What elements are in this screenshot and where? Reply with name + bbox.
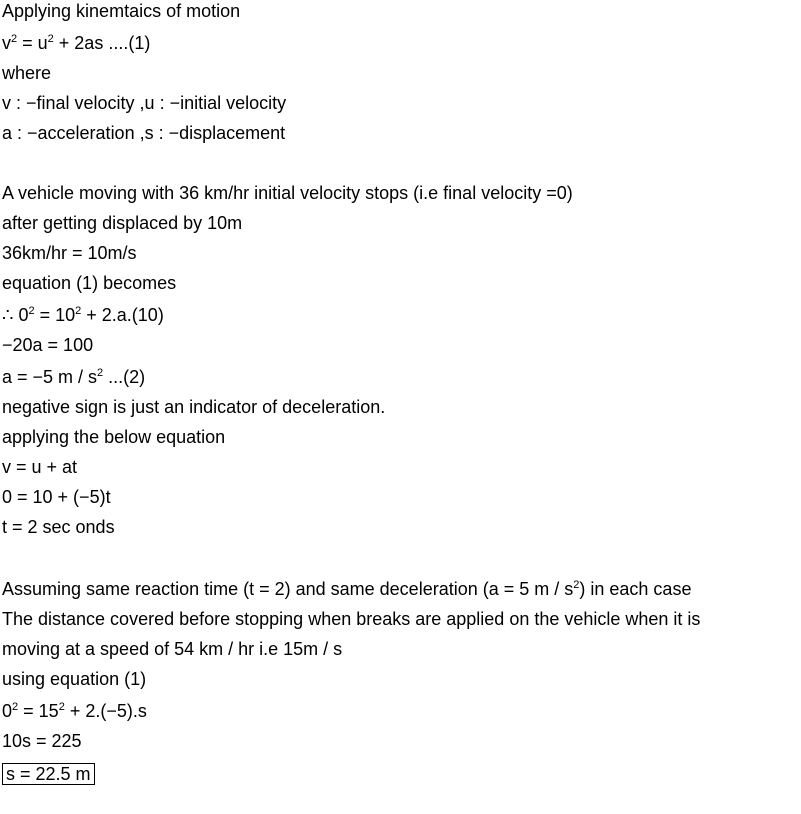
- text-line: applying the below equation: [2, 427, 226, 447]
- text-line: A vehicle moving with 36 km/hr initial velocity stops (i.e final velocity =0): [2, 183, 573, 203]
- heading-line: Applying kinemtaics of motion: [2, 1, 241, 21]
- final-answer: [2, 763, 95, 785]
- text-line: where: [2, 63, 52, 83]
- equation-1: $v^2 = u^2 + 2as$ ....(1): [2, 33, 151, 53]
- text-line: after getting displaced by 10m: [2, 213, 243, 233]
- equation-line: t = 2 sec onds: [2, 517, 115, 537]
- equation-line: −20a = 100: [2, 335, 94, 355]
- text-line: negative sign is just an indicator of deceleration.: [2, 397, 386, 417]
- text-line: moving at a speed of 54 km / hr i.e 15m / s: [2, 639, 343, 659]
- answer-box: s = 22.5 m: [2, 763, 95, 785]
- equation-line: ∴ $0^2 = 10^2 + 2.a.(10)$: [2, 305, 164, 325]
- assumption-line: Assuming same reaction time (t = 2) and same deceleration (a = 5 m / $s^2$) in each case: [2, 579, 692, 599]
- definition-line: v : −final velocity ,u : −initial velocity: [2, 93, 287, 113]
- definition-line: a : −acceleration ,s : −displacement: [2, 123, 286, 143]
- text-line: equation (1) becomes: [2, 273, 177, 293]
- equation-line: $0^2 = 15^2 + 2.(-5).s$: [2, 701, 147, 721]
- text-line: The distance covered before stopping when breaks are applied on the vehicle when it is: [2, 609, 701, 629]
- equation-line: 10s = 225: [2, 731, 82, 751]
- equation-2: a = −5 m / $s^2$ ...(2): [2, 367, 146, 387]
- text-line: using equation (1): [2, 669, 147, 689]
- text-line: 36km/hr = 10m/s: [2, 243, 137, 263]
- equation-line: v = u + at: [2, 457, 78, 477]
- equation-line: 0 = 10 + (−5)t: [2, 487, 111, 507]
